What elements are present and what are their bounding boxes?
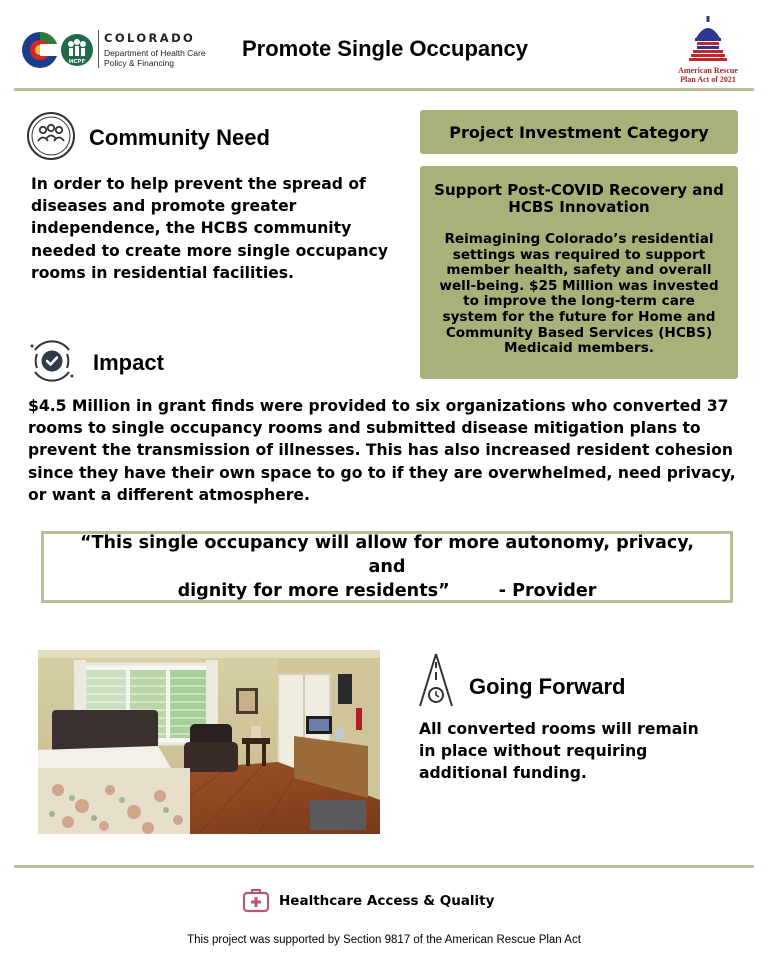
investment-category-box xyxy=(420,166,738,379)
description-line: member health, safety and overall xyxy=(446,262,712,279)
quote-line: “This single occupancy will allow for more autonomy, privacy, and xyxy=(79,533,695,577)
page-title: Promote Single Occupancy xyxy=(241,36,529,61)
colorado-wordmark: COLORADO xyxy=(104,31,196,45)
hcpf-badge-icon xyxy=(60,33,94,67)
community-need-line: needed to create more single occupancy xyxy=(31,241,389,260)
arpa-logo xyxy=(668,14,748,84)
provider-quote-box xyxy=(41,531,733,603)
category-line: HCBS Innovation xyxy=(508,198,650,216)
impact-text xyxy=(28,395,753,506)
community-group-icon xyxy=(26,111,76,161)
going-forward-heading: Going Forward xyxy=(469,674,626,699)
description-line: settings was required to support xyxy=(452,246,706,263)
capitol-dome-icon xyxy=(683,14,733,64)
arpa-caption xyxy=(668,66,748,84)
impact-line: prevent the transmission of illnesses. This has also increased resident cohesion xyxy=(28,441,733,460)
investment-category-name xyxy=(430,182,728,216)
investment-description xyxy=(430,232,728,357)
going-forward-text xyxy=(419,718,739,785)
impact-heading: Impact xyxy=(93,350,164,375)
community-need-line: diseases and promote greater xyxy=(31,197,297,216)
svg-text:HCPF: HCPF xyxy=(68,59,86,65)
impact-line: $4.5 Million in grant finds were provided to six organizations who converted 37 xyxy=(28,397,729,415)
header-divider xyxy=(14,88,754,91)
description-line: Medicaid members. xyxy=(504,340,654,357)
road-forward-icon xyxy=(416,652,456,708)
investment-category-heading: Project Investment Category xyxy=(420,110,738,154)
impact-line: rooms to single occupancy rooms and submitted disease mitigation plans to xyxy=(28,419,701,438)
community-need-text xyxy=(31,173,411,284)
colorado-flag-icon xyxy=(20,30,60,70)
single-room-photo xyxy=(38,650,380,834)
community-need-line: In order to help prevent the spread of xyxy=(31,175,366,193)
colorado-hcpf-logo xyxy=(20,28,220,72)
dept-name-line2: Policy & Financing xyxy=(104,58,174,68)
description-line: well-being. $25 Million was invested xyxy=(439,277,719,294)
footer-divider xyxy=(14,865,754,868)
impact-line: or want a different atmosphere. xyxy=(28,485,310,504)
quote-line: dignity for more residents” - Provider xyxy=(177,581,597,601)
going-forward-line: in place without requiring xyxy=(419,742,648,761)
description-line: Community Based Services (HCBS) xyxy=(445,324,713,341)
impact-check-icon xyxy=(27,336,77,386)
dept-name-line1: Department of Health Care xyxy=(104,48,206,58)
medical-kit-icon xyxy=(242,887,270,913)
description-line: Reimagining Colorado’s residential xyxy=(444,231,714,247)
going-forward-line: All converted rooms will remain xyxy=(419,720,699,738)
bedroom-illustration xyxy=(38,650,380,834)
description-line: to improve the long-term care xyxy=(463,293,695,310)
description-line: system for the future for Home and xyxy=(442,308,716,325)
arpa-caption-line2: Plan Act of 2021 xyxy=(680,75,736,84)
provider-quote xyxy=(74,531,700,603)
footer-funding-note: This project was supported by Section 9817 of the American Rescue Plan Act xyxy=(187,934,581,946)
community-need-heading: Community Need xyxy=(89,125,270,150)
going-forward-line: additional funding. xyxy=(419,764,587,783)
logo-divider xyxy=(98,30,99,68)
community-need-line: rooms in residential facilities. xyxy=(31,263,294,282)
arpa-caption-line1: American Rescue xyxy=(678,66,738,75)
footer-category-label: Healthcare Access & Quality xyxy=(279,893,495,909)
category-line: Support Post-COVID Recovery and xyxy=(434,181,724,199)
impact-line: since they have their own space to go to if they are overwhelmed, need privacy, xyxy=(28,463,736,482)
community-need-line: independence, the HCBS community xyxy=(31,219,352,238)
